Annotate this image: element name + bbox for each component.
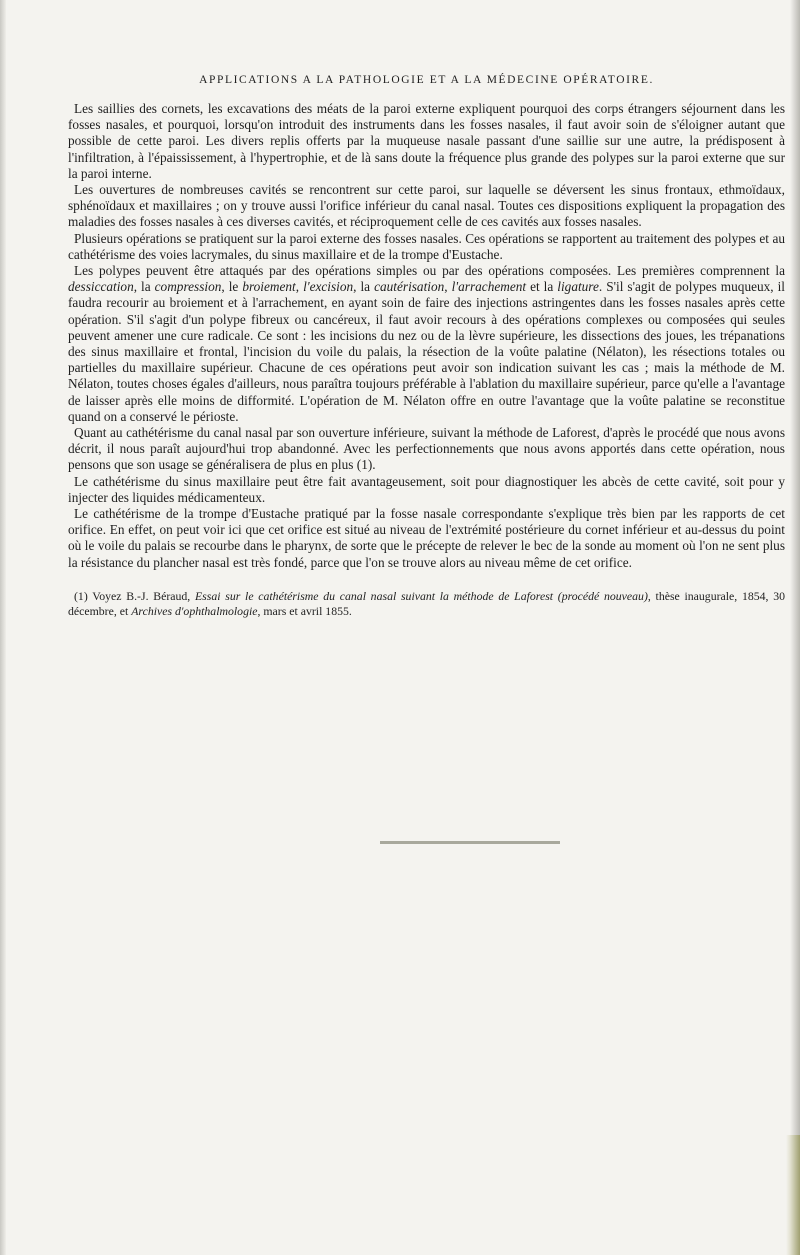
text-run: , le <box>221 279 243 295</box>
italic-term: l'excision <box>303 279 354 295</box>
paragraph <box>68 101 785 182</box>
text-run: Plusieurs opérations se pratiquent sur la paroi externe des fosses nasales. Ces opérations se rapportent au traitement des polypes et au cathétérisme des voies lacrymales, du sinus maxillaire et de la trompe d'Eustache. <box>68 230 785 262</box>
italic-term: broiement <box>242 279 296 295</box>
text-run: Les saillies des cornets, les excavations des méats de la paroi externe expliquent pourquoi des corps étrangers séjournent dans les fosses nasales, et pourquoi, lorsqu'on introduit des instruments dans les fosses nasales, il faut avoir soin de s'éloigner autant que possible de cette paroi. Les divers replis offerts par la muqueuse nasale passant d'une saillie sur une autre, la prédisposent à l'infiltration, à l'épaississement, à l'hypertrophie, et de là sans doute la fréquence plus grande des polypes sur la paroi externe que sur la paroi interne. <box>68 101 785 181</box>
paragraph <box>68 506 785 571</box>
italic-term: ligature <box>557 279 599 295</box>
paragraph <box>68 182 785 231</box>
italic-term: Essai sur le cathétérisme du canal nasal suivant la méthode de Laforest (procédé nouveau) <box>194 588 648 603</box>
text-run: Quant au cathétérisme du canal nasal par son ouverture inférieure, suivant la méthode de Laforest, d'après le procédé que nous avons décrit, il nous paraît aujourd'hui trop abandonné. Avec les perfectionnements que nous avons apportés dans cette opération, nous pensons que son usage se généralisera de plus en plus (1). <box>68 425 785 473</box>
page-edge-right <box>790 0 800 1255</box>
text-run: . S'il s'agit de polypes muqueux, il faudra recourir au broiement et à l'arrachement, en ayant soin de faire des injections astringentes dans les fosses nasales après cette opération. S'il s'agit d'un polype fibreux ou cancéreux, il faut avoir recours à des opérations complexes ou composées qui seules peuvent amener une cure radicale. Ce sont : les incisions du nez ou de la lèvre supérieure, les dissections des joues, les trépanations des sinus maxillaire et frontal, l'incision du voile du palais, la résection de la voûte palatine (Nélaton), les résections totales ou partielles du maxillaire supérieur. Chacune de ces opérations peut avoir son indication suivant les cas ; mais la méthode de M. Nélaton, toutes choses égales d'ailleurs, nous paraîtra toujours préférable à l'ablation du maxillaire supérieur, parce qu'elle a l'avantage de laisser après elle moins de difformité. L'opération de M. Nélaton offre en outre l'avantage que la voûte palatine se reconstitue quand on a conservé le périoste. <box>68 279 786 424</box>
page-stain <box>786 1135 800 1255</box>
page-content <box>68 74 785 620</box>
text-run: , <box>295 279 304 295</box>
italic-term: cautérisation <box>374 279 445 295</box>
text-run: , thèse inaugurale, 1854, 30 décembre, et <box>68 588 785 619</box>
italic-term: compression <box>154 279 222 295</box>
text-run: , la <box>353 279 375 295</box>
paragraph <box>68 474 785 506</box>
text-run: (1) Voyez B.-J. Béraud, <box>74 588 195 603</box>
text-run: , mars et avril 1855. <box>257 604 352 619</box>
text-run: Le cathétérisme de la trompe d'Eustache pratiqué par la fosse nasale correspondante s'explique très bien par les rapports de cet orifice. En effet, on peut voir ici que cet orifice est situé au niveau de l'extrémité postérieure du cornet inférieur et au-dessus du point où le voile du palais se recourbe dans le pharynx, de sorte que le précepte de relever le bec de la sonde au moment où l'on ne sent plus la résistance du plancher nasal est très fondé, parce que l'on se trouve alors au niveau même de cet orifice. <box>68 506 785 570</box>
page-edge-left <box>0 0 6 1255</box>
text-run: et la <box>526 279 558 295</box>
running-head: APPLICATIONS A LA PATHOLOGIE ET A LA MÉDECINE OPÉRATOIRE. <box>199 74 654 86</box>
footnote <box>68 589 785 620</box>
horizontal-rule <box>380 841 560 844</box>
text-run: , la <box>133 279 155 295</box>
paragraph <box>68 425 785 474</box>
text-run: Les ouvertures de nombreuses cavités se rencontrent sur cette paroi, sur laquelle se déversent les sinus frontaux, ethmoïdaux, sphénoïdaux et maxillaires ; on y trouve aussi l'orifice inférieur du canal nasal. Toutes ces dispositions expliquent la propagation des maladies des fosses nasales à ces diverses cavités, et réciproquement celle de ces cavités aux fosses nasales. <box>68 182 785 230</box>
text-run: , <box>444 279 452 295</box>
paragraph <box>68 231 785 263</box>
paragraph <box>68 263 785 425</box>
italic-term: dessiccation <box>68 279 134 295</box>
italic-term: Archives d'ophthalmologie <box>131 604 258 619</box>
italic-term: l'arrachement <box>451 279 527 295</box>
text-run: Le cathétérisme du sinus maxillaire peut être fait avantageusement, soit pour diagnostiquer les abcès de cette cavité, soit pour y injecter des liquides médicamenteux. <box>68 473 785 505</box>
text-run: Les polypes peuvent être attaqués par des opérations simples ou par des opérations composées. Les premières comprennent la <box>74 263 785 279</box>
